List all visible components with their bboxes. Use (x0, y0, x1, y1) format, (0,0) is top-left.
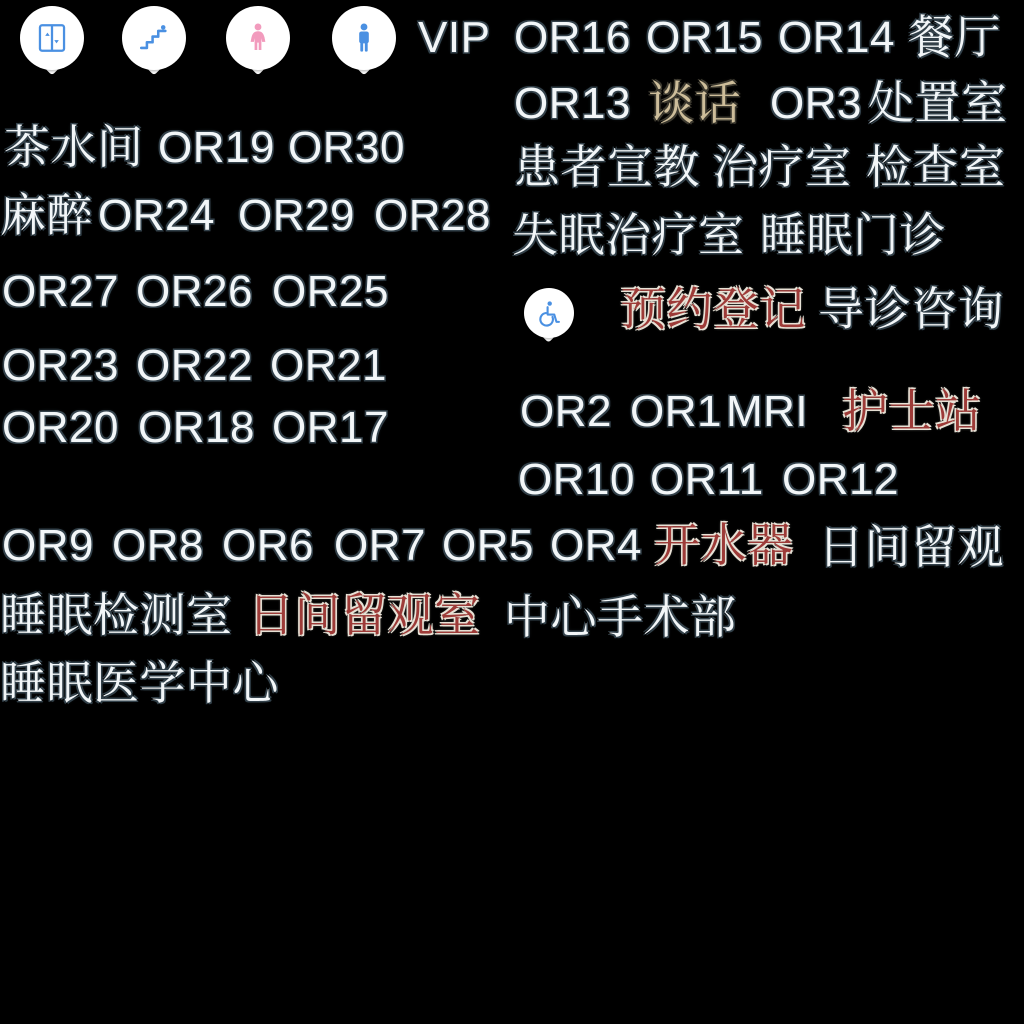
map-label[interactable]: OR13 (514, 79, 631, 128)
womens-restroom-icon[interactable] (224, 6, 292, 74)
map-label[interactable]: OR24 (98, 191, 215, 240)
map-label[interactable]: 中心手术部 (504, 591, 737, 643)
map-label[interactable]: 预约登记 (620, 283, 806, 335)
map-label[interactable]: OR20 (2, 403, 119, 452)
map-label[interactable]: OR30 (288, 123, 405, 172)
map-label[interactable]: OR9 (2, 521, 94, 570)
womens-restroom-icon (226, 6, 290, 70)
map-label[interactable]: OR27 (2, 267, 119, 316)
accessible-restroom-icon[interactable] (522, 288, 576, 342)
stairs-icon[interactable] (120, 6, 188, 74)
elevator-icon (20, 6, 84, 70)
map-label[interactable]: MRI (726, 387, 809, 436)
map-label[interactable]: 餐厅 (908, 11, 1001, 63)
mens-restroom-icon (332, 6, 396, 70)
map-label[interactable]: 失眠治疗室 (512, 209, 745, 261)
map-label[interactable]: 开水器 (654, 519, 794, 571)
map-label[interactable]: 睡眠医学中心 (0, 657, 279, 709)
map-label[interactable]: OR21 (270, 341, 387, 390)
map-label[interactable]: 患者宣教 (514, 141, 700, 193)
elevator-icon[interactable] (18, 6, 86, 74)
map-label[interactable]: OR5 (442, 521, 534, 570)
map-label[interactable]: OR2 (520, 387, 612, 436)
map-label[interactable]: 茶水间 (4, 121, 144, 173)
map-label[interactable]: 护士站 (842, 385, 982, 437)
map-label[interactable]: OR23 (2, 341, 119, 390)
map-label[interactable]: OR8 (112, 521, 204, 570)
map-label[interactable]: OR1 (630, 387, 722, 436)
map-label[interactable]: 导诊咨询 (818, 283, 1004, 335)
map-label[interactable]: 日间留观室 (248, 589, 481, 641)
map-label[interactable]: OR14 (778, 13, 895, 62)
map-label[interactable]: OR15 (646, 13, 763, 62)
map-label[interactable]: OR28 (374, 191, 491, 240)
map-label[interactable]: 睡眠门诊 (760, 209, 946, 261)
map-label[interactable]: OR4 (550, 521, 642, 570)
mens-restroom-icon[interactable] (330, 6, 398, 74)
map-label[interactable]: 谈话 (648, 77, 741, 129)
map-label[interactable]: 麻醉 (0, 189, 93, 241)
map-label[interactable]: OR7 (334, 521, 426, 570)
map-label[interactable]: OR22 (136, 341, 253, 390)
map-label[interactable]: OR12 (782, 455, 899, 504)
map-label[interactable]: OR25 (272, 267, 389, 316)
map-label[interactable]: OR11 (650, 455, 764, 504)
map-label[interactable]: 处置室 (868, 77, 1008, 129)
map-label[interactable]: OR16 (514, 13, 631, 62)
map-label[interactable]: 睡眠检测室 (0, 589, 233, 641)
map-label[interactable]: OR19 (158, 123, 275, 172)
map-label[interactable]: OR3 (770, 79, 862, 128)
map-label[interactable]: OR18 (138, 403, 255, 452)
map-label[interactable]: 检查室 (866, 141, 1006, 193)
accessible-restroom-icon (524, 288, 574, 338)
map-label[interactable]: 日间留观 (818, 521, 1004, 573)
map-label[interactable]: VIP (418, 13, 491, 62)
map-label[interactable]: OR17 (272, 403, 389, 452)
stairs-icon (122, 6, 186, 70)
map-label[interactable]: OR10 (518, 455, 635, 504)
map-label[interactable]: 治疗室 (712, 141, 852, 193)
map-label[interactable]: OR6 (222, 521, 314, 570)
map-label[interactable]: OR29 (238, 191, 355, 240)
map-label[interactable]: OR26 (136, 267, 253, 316)
